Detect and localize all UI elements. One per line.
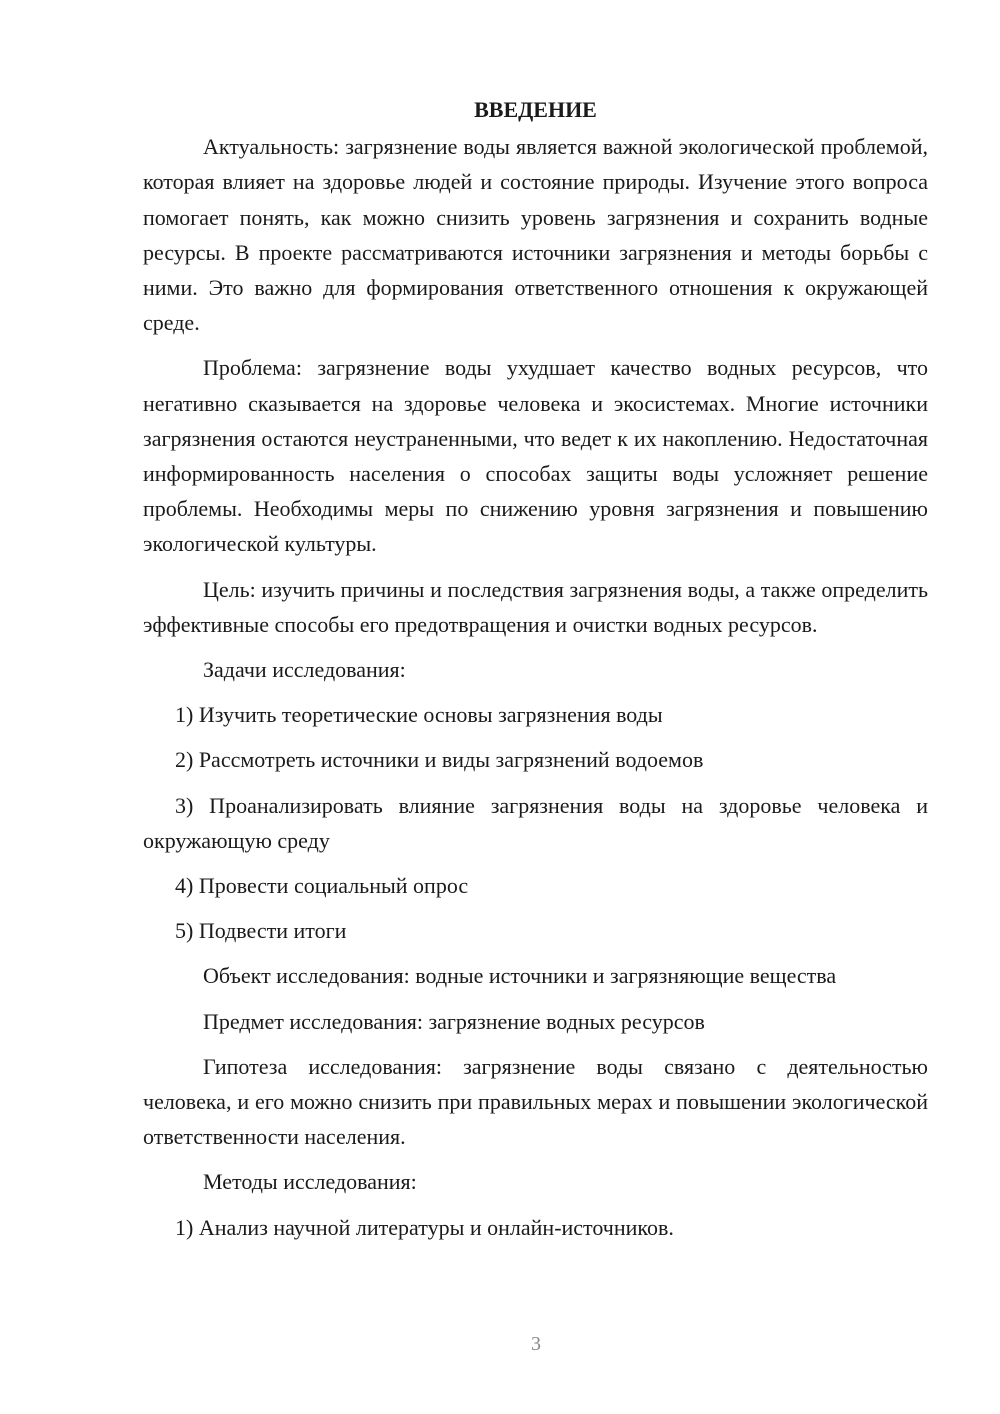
task-item-2: 2) Рассмотреть источники и виды загрязнений водоемов xyxy=(175,747,704,773)
goal-paragraph: Цель: изучить причины и последствия загрязнения воды, а также определить эффективные способы его предотвращения и очистки водных ресурсов. xyxy=(143,576,928,637)
task-item-1: 1) Изучить теоретические основы загрязнения воды xyxy=(175,702,663,728)
document-body xyxy=(143,92,928,1255)
tasks-heading: Задачи исследования: xyxy=(203,657,406,683)
subject-paragraph: Предмет исследования: загрязнение водных ресурсов xyxy=(203,1008,705,1034)
page-number: 3 xyxy=(531,1333,541,1355)
task-item-3: 3) Проанализировать влияние загрязнения воды на здоровье человека и окружающую среду xyxy=(143,792,928,853)
object-paragraph: Объект исследования: водные источники и загрязняющие вещества xyxy=(203,963,837,989)
problem-paragraph: Проблема: загрязнение воды ухудшает качество водных ресурсов, что негативно сказывается на здоровье человека и экосистемах. Многие источники загрязнения остаются неустраненными, что ведет к их накоплению. Недостаточная информированность населения о способах защиты воды усложняет решение проблемы. Необходимы меры по снижению уровня загрязнения и повышению экологической культуры. xyxy=(143,355,928,557)
hypothesis-paragraph: Гипотеза исследования: загрязнение воды связано с деятельностью человека, и его можно снизить при правильных мерах и повышении экологической ответственности населения. xyxy=(143,1053,928,1150)
method-item-1: 1) Анализ научной литературы и онлайн-источников. xyxy=(175,1214,674,1240)
task-item-4: 4) Провести социальный опрос xyxy=(175,873,469,899)
methods-heading: Методы исследования: xyxy=(203,1169,417,1195)
task-item-5: 5) Подвести итоги xyxy=(175,918,347,944)
section-title: ВВЕДЕНИЕ xyxy=(474,97,597,122)
relevance-paragraph: Актуальность: загрязнение воды является важной экологической проблемой, которая влияет на здоровье людей и состояние природы. Изучение этого вопроса помогает понять, как можно снизить уровень загрязнения и сохранить водные ресурсы. В проекте рассматриваются источники загрязнения и методы борьбы с ними. Это важно для формирования ответственного отношения к окружающей среде. xyxy=(143,134,928,336)
